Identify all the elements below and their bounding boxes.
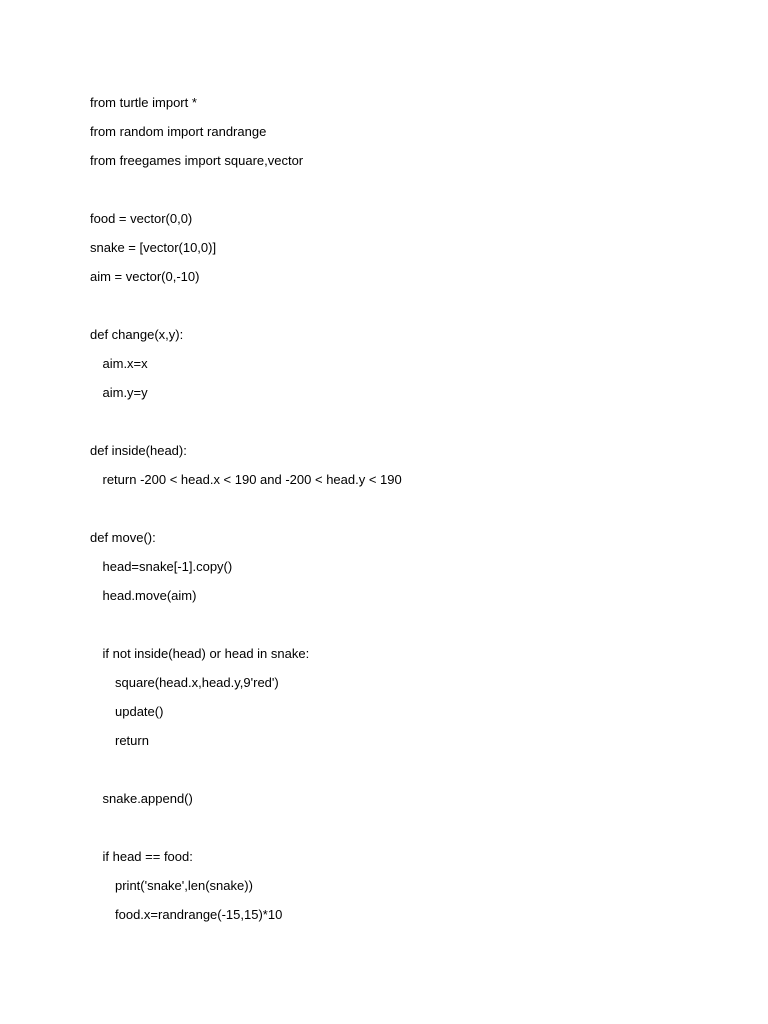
- code-line: snake.append(): [102, 791, 193, 806]
- code-line: return: [115, 733, 149, 748]
- code-line: head.move(aim): [102, 588, 197, 603]
- code-line: from random import randrange: [90, 124, 267, 139]
- code-line: if head == food:: [102, 849, 193, 864]
- code-line: head=snake[-1].copy(): [102, 559, 233, 574]
- code-line: if not inside(head) or head in snake:: [102, 646, 310, 661]
- code-line: def move():: [90, 530, 156, 545]
- code-line: update(): [115, 704, 164, 719]
- code-line: from turtle import *: [90, 95, 197, 110]
- code-line: print('snake',len(snake)): [115, 878, 253, 893]
- code-line: square(head.x,head.y,9'red'): [115, 675, 279, 690]
- code-line: from freegames import square,vector: [90, 153, 304, 168]
- code-line: def change(x,y):: [90, 327, 184, 342]
- code-line: food.x=randrange(-15,15)*10: [115, 907, 283, 922]
- code-line: aim = vector(0,-10): [90, 269, 200, 284]
- code-line: snake = [vector(10,0)]: [90, 240, 217, 255]
- code-line: aim.y=y: [102, 385, 148, 400]
- code-line: food = vector(0,0): [90, 211, 193, 226]
- code-line: return -200 < head.x < 190 and -200 < head.y < 190: [102, 472, 402, 487]
- code-line: aim.x=x: [102, 356, 148, 371]
- code-line: def inside(head):: [90, 443, 187, 458]
